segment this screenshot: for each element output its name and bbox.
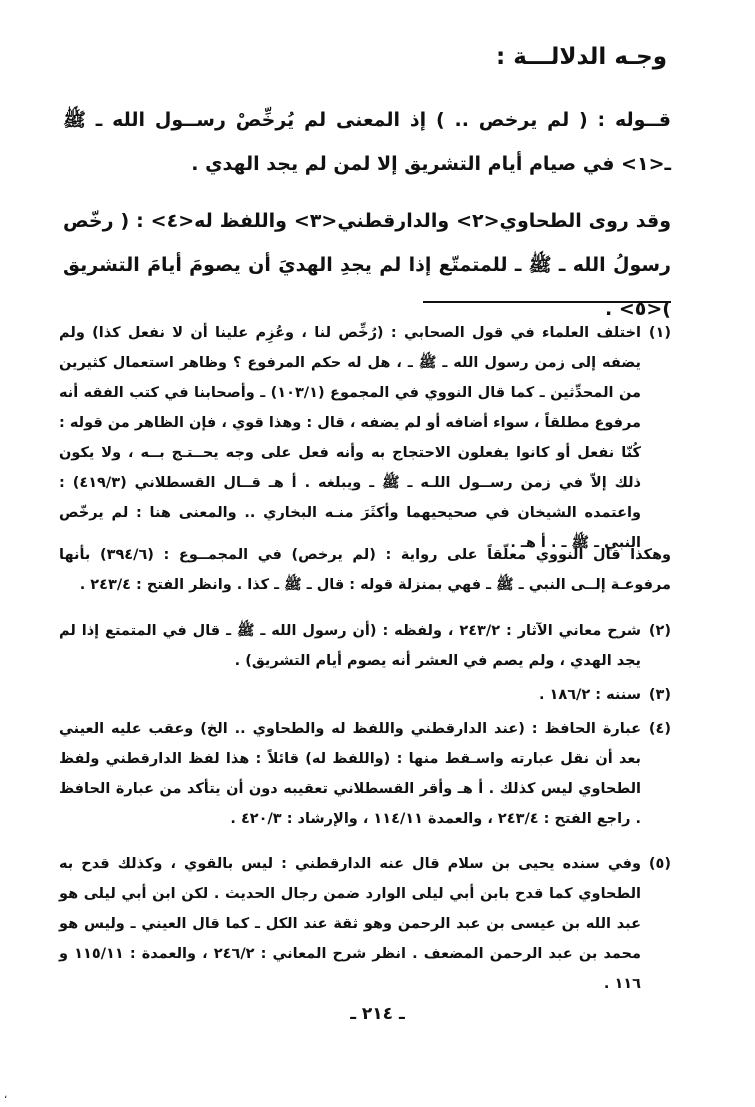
footnote-number: (٣) <box>648 687 671 703</box>
footnote-text: شرح معاني الآثار : ٢٤٣/٢ ، ولفظه : (أن رسول الله ـ ﷺ ـ قال في المتمتع إذا لم يجد الهدي ، ولم يصم في العشر أنه يصوم أيام التشريق) . <box>59 623 641 669</box>
footnote-2 <box>59 616 671 676</box>
footnote-separator <box>423 301 671 303</box>
main-paragraph-2 <box>63 199 671 331</box>
main-paragraph-1 <box>63 98 671 186</box>
footnote-3 <box>59 680 671 710</box>
paragraph-text: وقد روى الطحاوي<٢> والدارقطني<٣> واللفظ له<٤> : ( رخّص رسولُ الله ـ ﷺ ـ للمتمتّع إذا لم يجدِ الهديَ أن يصومَ أيامَ التشريق )<٥> . <box>63 210 671 320</box>
edge-mark: ، <box>4 1090 8 1101</box>
section-heading: وجـه الدلالـــة : <box>496 44 667 70</box>
page-number: ـ ٢١٤ ـ <box>350 1004 405 1024</box>
footnote-text: وهكذا قال النووي معلّقاً على رواية : (لم يرخص) في المجمــوع : (٣٩٤/٦) بأنها مرفوعـة إلــى النبي ـ ﷺ ـ فهي بمنزلة قوله : قال ـ ﷺ ـ كذا . وانظر الفتح : ٢٤٣/٤ . <box>59 547 672 593</box>
footnote-text: عبارة الحافظ : (عند الدارقطني واللفظ له والطحاوي .. الخ) وعقب عليه العيني بعد أن نقل عبارته واسـقط منها : (واللفظ له) قائلاً : هذا لفظ الدارقطني ولفظ الطحاوي ليس كذلك . أ هـ وأقر القسطلاني تعقيبه دون أن يتأكد من عبارة الحافظ . راجع الفتح : ٢٤٣/٤ ، والعمدة ١١٤/١١ ، والإرشاد : ٤٢٠/٣ . <box>59 721 641 827</box>
footnote-text: اختلف العلماء في قول الصحابي : (رُخِّص لنا ، وعُزِم علينا أن لا نفعل كذا) ولم يضفه إلى زمن رسول الله ـ ﷺ ـ ، هل له حكم المرفوع ؟ وظاهر استعمال كثيرين من المحدِّثين ـ كما قال النووي في المجموع (١٠٣/١) ـ وأصحابنا في كتب الفقه أنه مرفوع مطلقاً ، سواء أضافه أو لم يضفه ، قال : وهذا قوي ، فإن الظاهر من قوله : كُنّا نفعل أو كانوا يفعلون الاحتجاج به وأنه فعل على وجه يحــتـج بــه ، ولا يكون ذلك إلاّ في زمن رســول اللـه ـ ﷺ ـ ويبلغه . أ هـ قــال القسطلاني (٤١٩/٣) : واعتمده الشيخان في صحيحيهما وأكثَرَ منـه البخاري .. والمعنى هنا : لم يرخّص النبي ـ ﷺ ـ . أ هـ . <box>59 325 641 551</box>
footnote-text: سننه : ١٨٦/٢ . <box>538 687 641 703</box>
footnote-text: وفي سنده يحيى بن سلام قال عنه الدارقطني : ليس بالقوي ، وكذلك قدح به الطحاوي كما قدح بابن أبي ليلى الوارد ضمن رجال الحديث . لكن ابن أبي ليلى هو عبد الله بن عيسى بن عبد الرحمن وهو ثقة عند الكل ـ كما قال العيني ـ وليس هو محمد بن عبد الرحمن المضعف . انظر شرح المعاني : ٢٤٦/٢ ، والعمدة : ١١٥/١١ و ١١٦ . <box>59 856 641 992</box>
paragraph-text: قــوله : ( لم يرخص .. ) إذ المعنى لم يُرخِّصْ رســول الله ـ ﷺ ـ<١> في صيام أيام التشريق إلا لمن لم يجد الهدي . <box>63 109 671 175</box>
footnote-1 <box>59 318 671 558</box>
footnote-4 <box>59 714 671 834</box>
footnote-number: (١) <box>648 325 671 341</box>
footnote-1-continuation <box>59 540 671 600</box>
footnote-number: (٤) <box>648 721 671 737</box>
footnote-number: (٥) <box>648 856 671 872</box>
footnote-5 <box>59 849 671 999</box>
footnote-number: (٢) <box>648 623 671 639</box>
